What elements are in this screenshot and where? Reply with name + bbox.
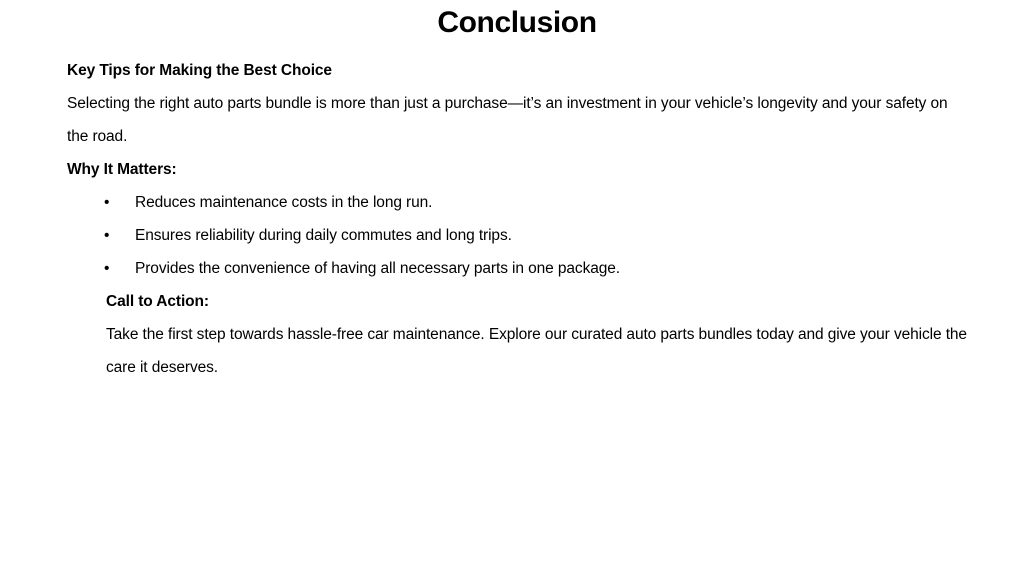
list-item-text: Reduces maintenance costs in the long run. xyxy=(135,194,433,211)
list-item-text: Provides the convenience of having all necessary parts in one package. xyxy=(135,260,620,277)
benefits-list xyxy=(67,186,967,285)
bullet-icon: • xyxy=(104,227,110,244)
intro-paragraph: Selecting the right auto parts bundle is more than just a purchase—it’s an investment in your vehicle’s longevity and your safety on the road. xyxy=(67,95,948,145)
list-item xyxy=(67,186,967,219)
slide-content xyxy=(67,54,967,384)
list-item xyxy=(67,219,967,252)
why-it-matters-heading: Why It Matters: xyxy=(67,161,177,178)
slide-title: Conclusion xyxy=(437,6,597,39)
call-to-action-paragraph: Take the first step towards hassle-free car maintenance. Explore our curated auto parts bundles today and give your vehicle the care it deserves. xyxy=(106,326,967,376)
bullet-icon: • xyxy=(104,194,110,211)
list-item xyxy=(67,252,967,285)
key-tips-heading: Key Tips for Making the Best Choice xyxy=(67,62,332,79)
call-to-action-heading: Call to Action: xyxy=(106,293,209,310)
list-item-text: Ensures reliability during daily commutes and long trips. xyxy=(135,227,512,244)
bullet-icon: • xyxy=(104,260,110,277)
